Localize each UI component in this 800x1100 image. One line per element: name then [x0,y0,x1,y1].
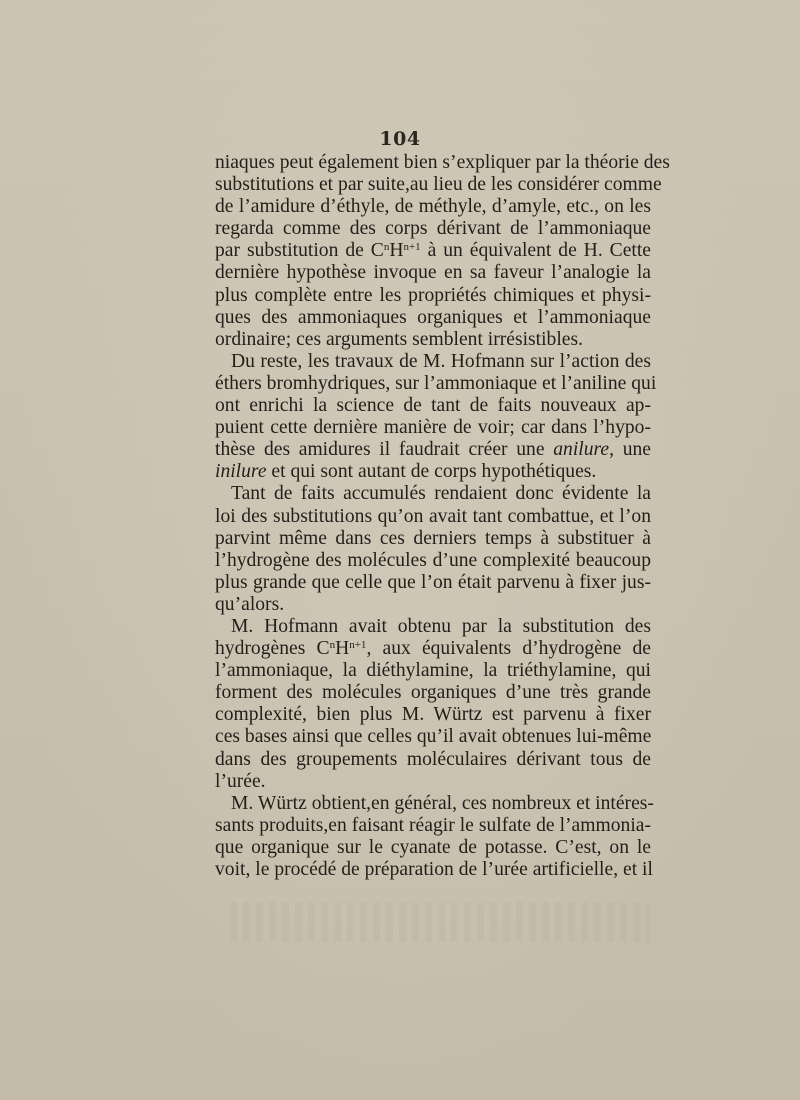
text-line: ont enrichi la science de tant de faits nouveaux ap- [215,395,651,417]
text-line: ces bases ainsi que celles qu’il avait obtenues lui-même [215,726,652,748]
text-line: loi des substitutions qu’on avait tant combattue, et l’on [215,505,651,527]
text-line: l’ammoniaque, la diéthylamine, la triéthylamine, qui [215,660,651,682]
italic-word: anilure [553,439,610,461]
body-text [215,152,670,881]
text-line: plus grande que celle que l’on était parvenu à fixer jus- [215,571,651,593]
text-segment: hydrogènes C [215,638,330,660]
superscript: n+1 [403,241,421,254]
text-line: dans des groupements moléculaires dérivant tous de [215,748,651,770]
text-line: substitutions et par suite,au lieu de les considérer comme [215,174,662,196]
text-line: M. Hofmann avait obtenu par la substitution des [231,615,651,637]
text-line: l’urée. [215,770,266,792]
text-line: parvint même dans ces derniers temps à substituer à [215,527,651,549]
text-segment: thèse des amidures il faudrait créer une [215,439,554,461]
text-line: M. Würtz obtient,en général, ces nombreux et intéres- [231,792,654,814]
text-line: sants produits,en faisant réagir le sulfate de l’ammonia- [215,814,651,836]
text-line: ques des ammoniaques organiques et l’ammoniaque [215,306,651,328]
text-segment: , aux équivalents d’hydrogène de [366,638,652,660]
text-segment: H [335,638,350,660]
text-line: Tant de faits accumulés rendaient donc évidente la [231,483,651,505]
italic-word: inilure [215,461,267,483]
page-number: 104 [379,128,421,150]
text-line: Du reste, les travaux de M. Hofmann sur l’action des [231,350,651,372]
text-line: voit, le procédé de préparation de l’urée artificielle, et il [215,859,653,880]
text-segment: , une [609,439,651,461]
text-line: dernière hypothèse invoque en sa faveur l’analogie la [215,262,651,284]
text-line: qu’alors. [215,593,285,615]
text-line: puient cette dernière manière de voir; car dans l’hypo- [215,417,651,439]
text-segment: par substitution de C [215,240,384,262]
text-line: ordinaire; ces arguments semblent irrésistibles. [215,328,584,350]
text-segment: H [389,240,404,262]
text-line-formula [215,240,651,262]
text-line: niaques peut également bien s’expliquer par la théorie des [215,152,670,173]
text-line: plus complète entre les propriétés chimiques et physi- [215,284,651,306]
superscript: n [383,241,390,254]
text-line: complexité, bien plus M. Würtz est parvenu à fixer [215,704,651,726]
text-line-formula [215,638,651,660]
text-line-italic [215,439,651,461]
text-line: regarda comme des corps dérivant de l’ammoniaque [215,218,651,240]
text-segment: et qui sont autant de corps hypothétiques. [266,461,597,483]
superscript: n [329,639,336,652]
text-line: de l’amidure d’éthyle, de méthyle, d’amyle, etc., on les [215,196,651,218]
bleed-through-texture [230,902,650,942]
text-line-italic [215,461,651,483]
text-segment: à un équivalent de H. Cette [420,240,652,262]
text-line: forment des molécules organiques d’une très grande [215,682,651,704]
superscript: n+1 [349,639,367,652]
text-line: que organique sur le cyanate de potasse. C’est, on le [215,836,651,858]
text-line: éthers bromhydriques, sur l’ammoniaque et l’aniline qui [215,372,657,394]
text-line: l’hydrogène des molécules d’une complexité beaucoup [215,549,651,571]
